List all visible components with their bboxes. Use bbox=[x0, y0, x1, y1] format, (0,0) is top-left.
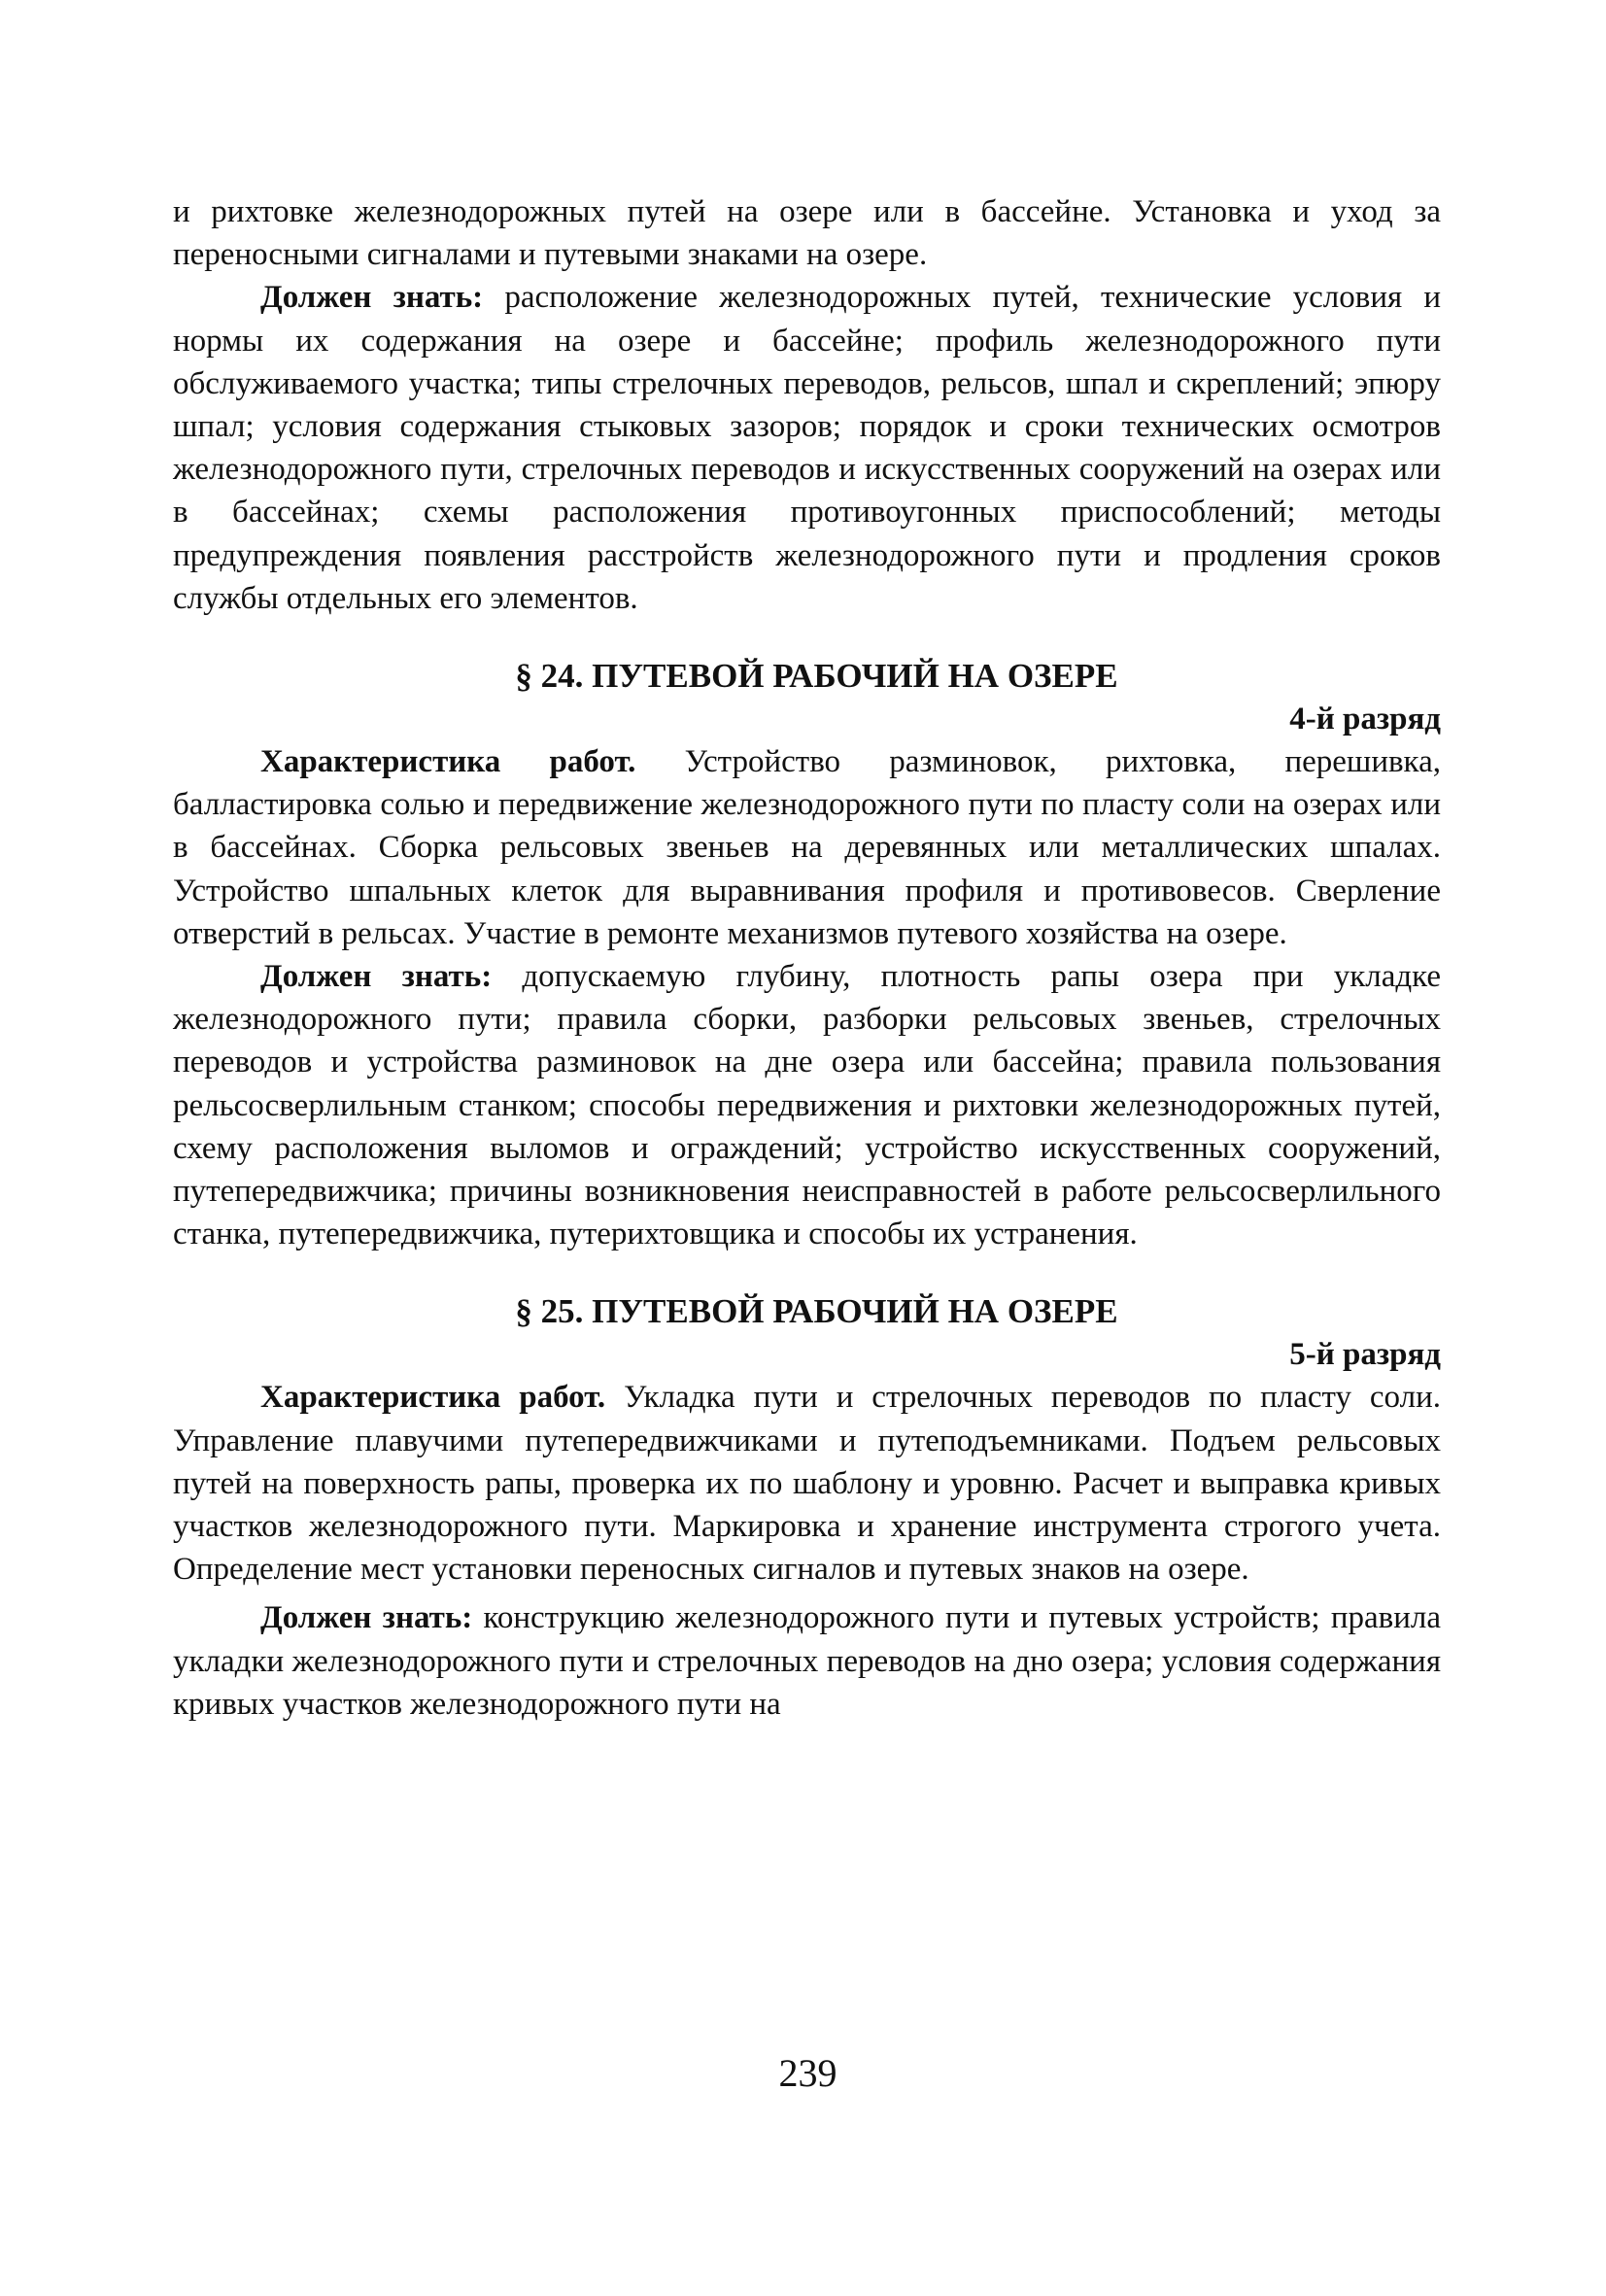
section-25-knowledge-paragraph bbox=[173, 1596, 1441, 1726]
work-text: Укладка пути и стрелочных переводов по пласту соли. Управление плавучими путепередвижчиками и путеподъемниками. Подъем рельсовых путей на поверхность рапы, проверка их по шаблону и уровню. Расчет и выправка кривых участков железнодорожного пути. Маркировка и хранение инструмента строгого учета. Определение мест установки переносных сигналов и путевых знаков на озере. bbox=[173, 1380, 1441, 1588]
spacer bbox=[173, 1255, 1441, 1290]
knowledge-lead: Должен знать: bbox=[260, 959, 493, 995]
section-25-title: § 25. ПУТЕВОЙ РАБОЧИЙ НА ОЗЕРЕ bbox=[515, 1292, 1118, 1331]
section-24-knowledge-paragraph bbox=[173, 955, 1441, 1255]
section-24-title: § 24. ПУТЕВОЙ РАБОЧИЙ НА ОЗЕРЕ bbox=[515, 657, 1118, 696]
intro-knowledge-paragraph bbox=[173, 276, 1441, 620]
knowledge-text: допускаемую глубину, плотность рапы озера при укладке железнодорожного пути; правила сборки, разборки рельсовых звеньев, стрелочных переводов и устройства разминовок на дне озера или бассейна; правила пользования рельсосверлильным станком; способы передвижения и рихтовки железнодорожных путей, схему расположения выломов и ограждений; устройство искусственных сооружений, путепередвижчика; причины возникновения неисправностей в работе рельсосверлильного станка, путепередвижчика, путерихтовщика и способы их устранения. bbox=[173, 959, 1441, 1252]
spacer bbox=[173, 620, 1441, 655]
work-lead: Характеристика работ. bbox=[260, 744, 636, 780]
page-number: 239 bbox=[778, 2051, 837, 2095]
knowledge-lead: Должен знать: bbox=[260, 1600, 473, 1636]
knowledge-text: расположение железнодорожных путей, технические условия и нормы их содержания на озере и бассейне; профиль железнодорожного пути обслуживаемого участка; типы стрелочных переводов, рельсов, шпал и скреплений; эпюру шпал; условия содержания стыковых зазоров; порядок и сроки технических осмотров железнодорожного пути, стрелочных переводов и искусственных сооружений на озерах или в бассейнах; схемы расположения противоугонных приспособлений; методы предупреждения появления расстройств железнодорожного пути и продления сроков службы отдельных его элементов. bbox=[173, 280, 1441, 616]
section-24-work-paragraph bbox=[173, 740, 1441, 955]
knowledge-lead: Должен знать: bbox=[260, 280, 484, 316]
work-text: Устройство разминовок, рихтовка, перешивка, балластировка солью и передвижение железнодорожного пути по пласту соли на озерах или в бассейнах. Сборка рельсовых звеньев на деревянных или металлических шпалах. Устройство шпальных клеток для выравнивания профиля и противовесов. Сверление отверстий в рельсах. Участие в ремонте механизмов путевого хозяйства на озере. bbox=[173, 744, 1441, 951]
work-lead: Характеристика работ. bbox=[260, 1380, 606, 1416]
section-25-work-paragraph bbox=[173, 1376, 1441, 1591]
section-24-grade: 4-й разряд bbox=[1289, 702, 1441, 737]
section-25-grade: 5-й разряд bbox=[1289, 1337, 1441, 1373]
intro-paragraph: и рихтовке железнодорожных путей на озере или в бассейне. Установка и уход за переносными сигналами и путевыми знаками на озере. bbox=[173, 194, 1441, 273]
page-body bbox=[173, 190, 1441, 1726]
knowledge-text: конструкцию железнодорожного пути и путевых устройств; правила укладки железнодорожного пути и стрелочных переводов на дно озера; условия содержания кривых участков железнодорожного пути на bbox=[173, 1600, 1441, 1722]
